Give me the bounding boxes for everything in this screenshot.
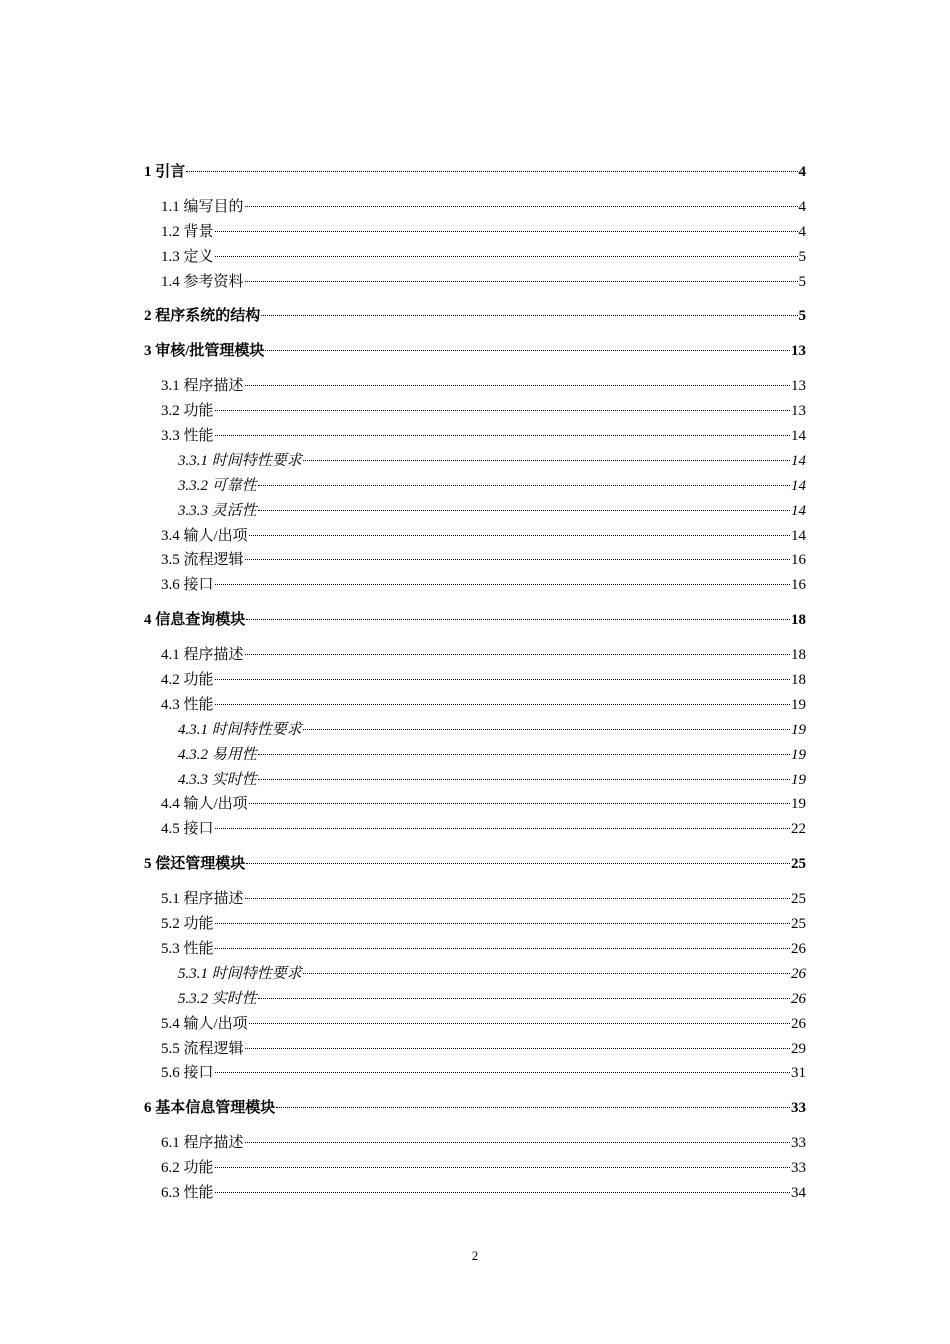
toc-entry-level-2[interactable] bbox=[144, 1131, 806, 1156]
toc-entry-level-3[interactable] bbox=[144, 962, 806, 987]
toc-entry-page: 19 bbox=[791, 796, 806, 813]
dot-leader bbox=[215, 1167, 790, 1168]
dot-leader bbox=[215, 828, 790, 829]
toc-entry-page: 22 bbox=[791, 821, 806, 838]
toc-entry-page: 25 bbox=[791, 891, 806, 908]
toc-entry-label: 4.1 程序描述 bbox=[161, 647, 244, 664]
toc-entry-label: 1.2 背景 bbox=[161, 223, 214, 240]
toc-entry-level-2[interactable] bbox=[144, 524, 806, 549]
dot-leader bbox=[215, 435, 790, 436]
dot-leader bbox=[258, 779, 790, 780]
toc-entry-label: 3.5 流程逻辑 bbox=[161, 552, 244, 569]
toc-entry-level-2[interactable] bbox=[144, 937, 806, 962]
toc-entry-label: 4.3.1 时间特性要求 bbox=[178, 721, 302, 738]
toc-entry-level-2[interactable] bbox=[144, 792, 806, 817]
toc-entry-page: 14 bbox=[791, 502, 806, 519]
dot-leader bbox=[249, 803, 790, 804]
toc-entry-level-3[interactable] bbox=[144, 743, 806, 768]
dot-leader bbox=[258, 998, 790, 999]
toc-entry-page: 14 bbox=[791, 452, 806, 469]
dot-leader bbox=[215, 410, 790, 411]
dot-leader bbox=[249, 535, 790, 536]
toc-entry-level-2[interactable] bbox=[144, 399, 806, 424]
dot-leader bbox=[258, 485, 790, 486]
toc-entry-level-2[interactable] bbox=[144, 668, 806, 693]
dot-leader bbox=[215, 948, 790, 949]
toc-entry-label: 3.1 程序描述 bbox=[161, 378, 244, 395]
toc-entry-level-2[interactable] bbox=[144, 912, 806, 937]
toc-entry-page: 14 bbox=[791, 527, 806, 544]
dot-leader bbox=[261, 315, 797, 316]
toc-entry-page: 4 bbox=[798, 223, 806, 240]
toc-entry-label: 4 信息查询模块 bbox=[144, 612, 246, 629]
dot-leader bbox=[215, 1072, 790, 1073]
dot-leader bbox=[249, 1023, 790, 1024]
toc-entry-page: 26 bbox=[791, 940, 806, 957]
dot-leader bbox=[303, 973, 790, 974]
toc-entry-page: 14 bbox=[791, 477, 806, 494]
toc-entry-label: 1 引言 bbox=[144, 164, 186, 180]
toc-entry-label: 1.4 参考资料 bbox=[161, 273, 244, 290]
dot-leader bbox=[215, 256, 798, 257]
toc-entry-level-2[interactable] bbox=[144, 374, 806, 399]
toc-entry-page: 18 bbox=[791, 612, 806, 629]
toc-entry-label: 3.3.2 可靠性 bbox=[178, 477, 257, 494]
toc-entry-page: 34 bbox=[791, 1184, 806, 1201]
toc-entry-page: 25 bbox=[791, 916, 806, 933]
dot-leader bbox=[245, 559, 790, 560]
dot-leader bbox=[245, 206, 798, 207]
toc-entry-label: 3.3.3 灵活性 bbox=[178, 502, 257, 519]
toc-entry-label: 2 程序系统的结构 bbox=[144, 308, 261, 325]
toc-entry-label: 6.1 程序描述 bbox=[161, 1135, 244, 1152]
toc-entry-page: 31 bbox=[791, 1065, 806, 1082]
dot-leader bbox=[245, 281, 798, 282]
dot-leader bbox=[215, 1192, 790, 1193]
toc-entry-page: 29 bbox=[791, 1040, 806, 1057]
dot-leader bbox=[276, 1107, 790, 1108]
toc-entry-label: 4.3 性能 bbox=[161, 696, 214, 713]
toc-entry-page: 13 bbox=[791, 343, 806, 360]
toc-entry-label: 4.4 输人/出项 bbox=[161, 796, 248, 813]
toc-entry-level-2[interactable] bbox=[144, 195, 806, 220]
toc-entry-page: 26 bbox=[791, 1015, 806, 1032]
dot-leader bbox=[258, 754, 790, 755]
dot-leader bbox=[215, 923, 790, 924]
dot-leader bbox=[246, 863, 790, 864]
toc-entry-label: 6.3 性能 bbox=[161, 1184, 214, 1201]
dot-leader bbox=[303, 729, 790, 730]
toc-entry-label: 4.3.3 实时性 bbox=[178, 771, 257, 788]
toc-entry-page: 14 bbox=[791, 428, 806, 445]
toc-entry-level-3[interactable] bbox=[144, 449, 806, 474]
toc-entry-page: 26 bbox=[791, 990, 806, 1007]
toc-entry-label: 5.2 功能 bbox=[161, 916, 214, 933]
toc-entry-label: 5.4 输人/出项 bbox=[161, 1015, 248, 1032]
toc-entry-page: 19 bbox=[791, 746, 806, 763]
dot-leader bbox=[303, 460, 790, 461]
toc-entry-label: 1.3 定义 bbox=[161, 248, 214, 265]
toc-entry-level-2[interactable] bbox=[144, 817, 806, 842]
toc-entry-page: 18 bbox=[791, 672, 806, 689]
toc-entry-level-2[interactable] bbox=[144, 1061, 806, 1086]
toc-entry-page: 16 bbox=[791, 577, 806, 594]
toc-entry-level-2[interactable] bbox=[144, 643, 806, 668]
dot-leader bbox=[215, 704, 790, 705]
toc-entry-level-2[interactable] bbox=[144, 245, 806, 270]
page-number: 2 bbox=[471, 1248, 479, 1263]
toc-entry-label: 3.3.1 时间特性要求 bbox=[178, 452, 302, 469]
toc-entry-label: 5.1 程序描述 bbox=[161, 891, 244, 908]
toc-entry-page: 5 bbox=[798, 308, 806, 325]
dot-leader bbox=[258, 510, 790, 511]
toc-entry-page: 33 bbox=[791, 1160, 806, 1177]
toc-entry-level-2[interactable] bbox=[144, 1156, 806, 1181]
toc-entry-page: 25 bbox=[791, 856, 806, 873]
toc-entry-label: 4.5 接口 bbox=[161, 821, 214, 838]
dot-leader bbox=[245, 1142, 790, 1143]
dot-leader bbox=[215, 231, 798, 232]
toc-entry-page: 13 bbox=[791, 378, 806, 395]
toc-entry-page: 16 bbox=[791, 552, 806, 569]
toc-entry-label: 5 偿还管理模块 bbox=[144, 856, 246, 873]
toc-entry-label: 4.2 功能 bbox=[161, 672, 214, 689]
toc-entry-level-3[interactable] bbox=[144, 987, 806, 1012]
toc-entry-label: 5.3.1 时间特性要求 bbox=[178, 965, 302, 982]
toc-entry-level-2[interactable] bbox=[144, 1037, 806, 1062]
toc-entry-level-1[interactable] bbox=[144, 852, 806, 877]
dot-leader bbox=[215, 584, 790, 585]
toc-entry-page: 33 bbox=[791, 1100, 806, 1117]
toc-entry-label: 3.4 输人/出项 bbox=[161, 527, 248, 544]
toc-entry-page: 33 bbox=[791, 1135, 806, 1152]
toc-entry-level-2[interactable] bbox=[144, 693, 806, 718]
toc-entry-page: 13 bbox=[791, 403, 806, 420]
toc-entry-level-3[interactable] bbox=[144, 768, 806, 793]
dot-leader bbox=[186, 171, 797, 172]
toc-entry-label: 6 基本信息管理模块 bbox=[144, 1100, 276, 1117]
toc-entry-level-1[interactable] bbox=[144, 608, 806, 633]
toc-entry-label: 5.3.2 实时性 bbox=[178, 990, 257, 1007]
toc-entry-level-2[interactable] bbox=[144, 548, 806, 573]
toc-entry-page: 18 bbox=[791, 647, 806, 664]
dot-leader bbox=[245, 898, 790, 899]
toc-entry-label: 3.2 功能 bbox=[161, 403, 214, 420]
toc-entry-label: 3 审核/批管理模块 bbox=[144, 343, 265, 360]
dot-leader bbox=[245, 1048, 790, 1049]
table-of-contents bbox=[144, 160, 806, 1206]
toc-entry-level-2[interactable] bbox=[144, 573, 806, 598]
toc-entry-page: 19 bbox=[791, 696, 806, 713]
toc-entry-level-3[interactable] bbox=[144, 474, 806, 499]
toc-entry-level-2[interactable] bbox=[144, 270, 806, 295]
toc-entry-level-2[interactable] bbox=[144, 1012, 806, 1037]
toc-entry-level-1[interactable] bbox=[144, 339, 806, 364]
toc-entry-label: 3.6 接口 bbox=[161, 577, 214, 594]
toc-entry-level-1[interactable] bbox=[144, 1096, 806, 1121]
toc-entry-page: 26 bbox=[791, 965, 806, 982]
toc-entry-level-1[interactable] bbox=[144, 304, 806, 329]
toc-entry-label: 3.3 性能 bbox=[161, 428, 214, 445]
toc-entry-label: 1.1 编写目的 bbox=[161, 198, 244, 215]
toc-entry-label: 5.6 接口 bbox=[161, 1065, 214, 1082]
dot-leader bbox=[215, 679, 790, 680]
toc-entry-level-1[interactable] bbox=[144, 160, 806, 185]
toc-entry-level-3[interactable] bbox=[144, 499, 806, 524]
toc-entry-page: 5 bbox=[798, 248, 806, 265]
toc-entry-page: 19 bbox=[791, 771, 806, 788]
toc-entry-page: 5 bbox=[798, 273, 806, 290]
dot-leader bbox=[245, 385, 790, 386]
toc-entry-page: 4 bbox=[798, 198, 806, 215]
toc-entry-label: 5.5 流程逻辑 bbox=[161, 1040, 244, 1057]
toc-entry-level-2[interactable] bbox=[144, 220, 806, 245]
toc-entry-page: 19 bbox=[791, 721, 806, 738]
toc-entry-level-2[interactable] bbox=[144, 887, 806, 912]
dot-leader bbox=[245, 654, 790, 655]
dot-leader bbox=[246, 619, 790, 620]
toc-entry-level-3[interactable] bbox=[144, 718, 806, 743]
toc-entry-label: 4.3.2 易用性 bbox=[178, 746, 257, 763]
toc-entry-level-2[interactable] bbox=[144, 424, 806, 449]
toc-entry-level-2[interactable] bbox=[144, 1181, 806, 1206]
dot-leader bbox=[265, 350, 790, 351]
toc-entry-label: 6.2 功能 bbox=[161, 1160, 214, 1177]
toc-entry-label: 5.3 性能 bbox=[161, 940, 214, 957]
toc-entry-page: 4 bbox=[798, 164, 806, 180]
